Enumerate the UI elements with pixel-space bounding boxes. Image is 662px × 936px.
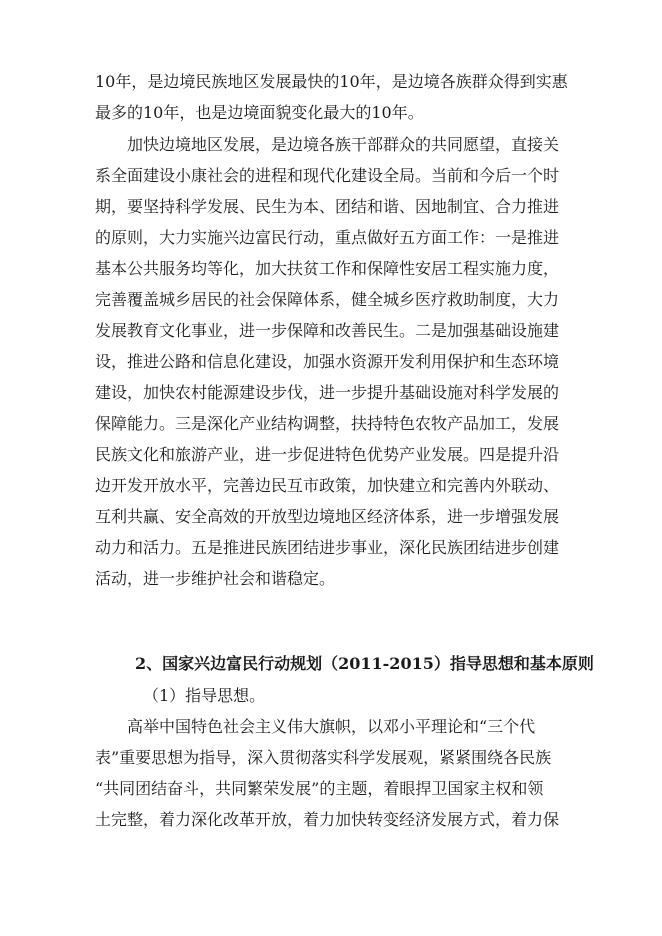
paragraph2-line: 活动，进一步维护社会和谐稳定。 (95, 569, 336, 588)
paragraph2-line: 保障能力。三是深化产业结构调整，扶持特色农牧产品加工，发展 (95, 414, 560, 433)
paragraph2-line: 建设，加快农村能源建设步伐，进一步提升基础设施对科学发展的 (95, 383, 560, 402)
section-heading: 2、国家兴边富民行动规划（2011-2015）指导思想和基本原则 (135, 654, 594, 673)
paragraph2-line: 完善覆盖城乡居民的社会保障体系，健全城乡医疗救助制度，大力 (95, 290, 560, 309)
paragraph2-line: 设，推进公路和信息化建设，加强水资源开发利用保护和生态环境 (95, 352, 560, 371)
paragraph2-line: 边开发开放水平，完善边民互市政策，加快建立和完善内外联动、 (95, 476, 560, 495)
paragraph2-line: 的原则，大力实施兴边富民行动，重点做好五方面工作：一是推进 (95, 228, 560, 247)
paragraph1-line: 最多的10年，也是边境面貌变化最大的10年。 (95, 103, 424, 122)
paragraph2-line: 发展教育文化事业，进一步保障和改善民生。二是加强基础设施建 (95, 321, 560, 340)
paragraph2-line: 加快边境地区发展，是边境各族干部群众的共同愿望，直接关 (127, 135, 560, 154)
paragraph2-line: 动力和活力。五是推进民族团结进步事业，深化民族团结进步创建 (95, 538, 560, 557)
paragraph3-line: 高举中国特色社会主义伟大旗帜，以邓小平理论和“三个代 (127, 717, 536, 736)
paragraph2-line: 系全面建设小康社会的进程和现代化建设全局。当前和今后一个时 (95, 166, 560, 185)
subheading: （1）指导思想。 (143, 686, 266, 705)
paragraph1-line: 10年，是边境民族地区发展最快的10年，是边境各族群众得到实惠 (95, 72, 568, 91)
paragraph2-line: 互利共赢、安全高效的开放型边境地区经济体系，进一步增强发展 (95, 507, 560, 526)
paragraph2-line: 民族文化和旅游产业，进一步促进特色优势产业发展。四是提升沿 (95, 445, 560, 464)
paragraph3-line: 表”重要思想为指导，深入贯彻落实科学发展观，紧紧围绕各民族 (95, 748, 552, 767)
paragraph2-line: 基本公共服务均等化，加大扶贫工作和保障性安居工程实施力度， (95, 259, 560, 278)
paragraph2-line: 期，要坚持科学发展、民生为本、团结和谐、因地制宜、合力推进 (95, 197, 560, 216)
paragraph3-line: 土完整，着力深化改革开放，着力加快转变经济发展方式，着力保 (95, 810, 560, 829)
paragraph3-line: “共同团结奋斗，共同繁荣发展”的主题，着眼捍卫国家主权和领 (95, 779, 544, 798)
